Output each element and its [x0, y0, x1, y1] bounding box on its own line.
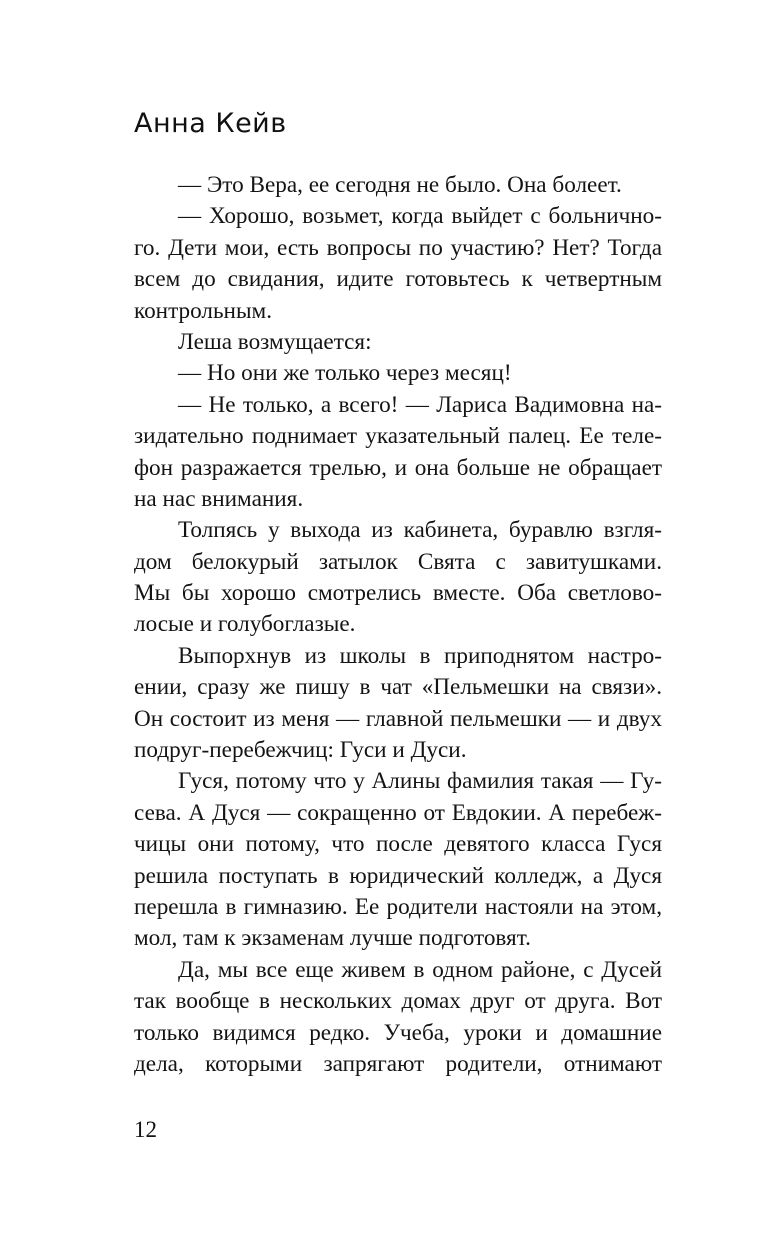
- text-line: на нас внимания.: [134, 485, 304, 512]
- text-line: Мы бы хорошо смотрелись вместе. Оба светлово-: [134, 580, 662, 607]
- text-line: Толпясь у выхода из кабинета, буравлю взгля-: [178, 517, 662, 544]
- text-line: ении, сразу же пишу в чат «Пельмешки на связи».: [134, 674, 662, 701]
- text-line: — Но они же только через месяц!: [178, 360, 512, 387]
- text-line: фон разражается трелью, и она больше не обращает: [134, 454, 662, 481]
- text-line: сева. А Дуся — сокращенно от Евдокии. А перебеж-: [134, 799, 662, 826]
- text-line: так вообще в нескольких домах друг от друга. Вот: [134, 988, 662, 1015]
- text-line: Гуся, потому что у Алины фамилия такая — Гу-: [178, 768, 662, 795]
- text-line: — Это Вера, ее сегодня не было. Она болеет.: [178, 172, 622, 198]
- text-line: — Хорошо, возьмет, когда выйдет с больнично-: [178, 203, 662, 230]
- page-number: 12: [134, 1117, 157, 1142]
- running-head-author: Анна Кейв: [134, 108, 287, 139]
- text-line: перешла в гимназию. Ее родители настояли на этом,: [134, 893, 662, 920]
- text-line: Выпорхнув из школы в приподнятом настро-: [178, 642, 662, 669]
- text-line: Да, мы все еще живем в одном районе, с Дусей: [178, 956, 662, 983]
- text-line: чицы они потому, что после девятого класса Гуся: [134, 831, 662, 858]
- text-line: Он состоит из меня — главной пельмешки — и двух: [134, 705, 662, 732]
- text-line: подруг-перебежчиц: Гуси и Дуси.: [134, 737, 467, 764]
- text-line: го. Дети мои, есть вопросы по участию? Нет? Тогда: [134, 234, 662, 261]
- text-line: Леша возмущается:: [178, 328, 372, 355]
- text-line: дом белокурый затылок Свята с завитушками.: [134, 548, 662, 575]
- text-line: решила поступать в юридический колледж, а Дуся: [134, 862, 662, 889]
- text-line: — Не только, а всего! — Лариса Вадимовна на-: [178, 391, 662, 418]
- text-line: дела, которыми запрягают родители, отнимают: [134, 1050, 662, 1077]
- text-line: зидательно поднимает указательный палец. Ее теле-: [134, 423, 662, 450]
- text-line: всем до свидания, идите готовьтесь к четвертным: [134, 266, 662, 293]
- text-line: только видимся редко. Учеба, уроки и домашние: [134, 1019, 662, 1046]
- text-line: контрольным.: [134, 297, 272, 324]
- body-text: [134, 170, 662, 1080]
- text-line: мол, там к экзаменам лучше подготовят.: [134, 925, 531, 952]
- text-line: лосые и голубоглазые.: [134, 611, 356, 638]
